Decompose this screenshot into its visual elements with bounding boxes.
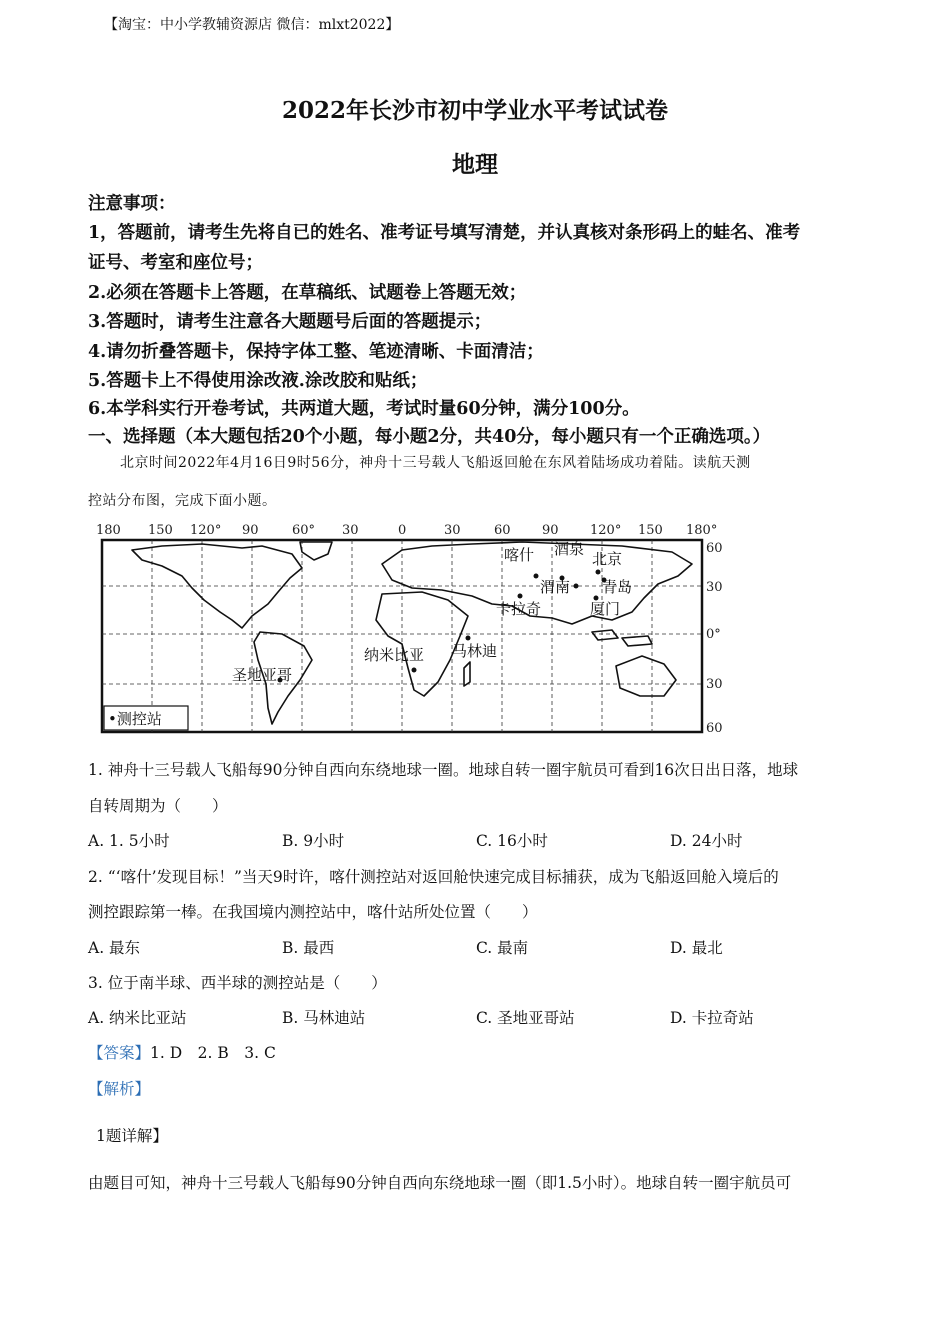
longitude-label: 60 bbox=[494, 523, 511, 538]
tracking-station-map bbox=[92, 520, 732, 738]
option-c: C. 16小时 bbox=[476, 832, 548, 850]
page-header: 【淘宝：中小学教辅资源店 微信：mlxt2022】 bbox=[104, 17, 400, 33]
station-marker bbox=[534, 574, 539, 579]
station-label: 纳米比亚 bbox=[364, 646, 425, 664]
notice-heading: 注意事项： bbox=[88, 194, 176, 214]
latitude-label: 60 bbox=[706, 541, 723, 556]
station-label: 青岛 bbox=[602, 578, 633, 596]
longitude-label: 30 bbox=[444, 523, 461, 538]
station-label: 酒泉 bbox=[554, 540, 585, 558]
longitude-label: 180 bbox=[96, 523, 121, 538]
notice-line: 证号、考室和座位号； bbox=[88, 253, 263, 273]
notice-line: 4.请勿折叠答题卡，保持字体工整、笔迹清晰、卡面清洁； bbox=[88, 342, 544, 362]
notice-line: 3.答题时，请考生注意各大题题号后面的答题提示； bbox=[88, 312, 492, 332]
station-marker bbox=[518, 594, 523, 599]
station-label: 圣地亚哥 bbox=[232, 666, 293, 684]
longitude-label: 90 bbox=[542, 523, 559, 538]
graticule bbox=[102, 540, 702, 732]
longitude-label: 90 bbox=[242, 523, 259, 538]
latitude-label: 30 bbox=[706, 580, 723, 595]
option-b: B. 最西 bbox=[282, 939, 335, 957]
station-marker bbox=[466, 636, 471, 641]
detail-title: 1题详解】 bbox=[96, 1127, 168, 1145]
station-label: 马林迪 bbox=[452, 642, 498, 660]
option-d: D. 最北 bbox=[670, 939, 723, 957]
section-heading: 一、选择题（本大题包括20个小题，每小题2分，共40分，每小题只有一个正确选项。） bbox=[88, 427, 771, 447]
longitude-label: 150 bbox=[638, 523, 663, 538]
station-marker bbox=[412, 668, 417, 673]
question-stem: 2. “‘喀什’发现目标！”当天9时许，喀什测控站对返回舱快速完成目标捕获，成为飞船返回舱入境后的 bbox=[88, 868, 779, 886]
longitude-label: 30 bbox=[342, 523, 359, 538]
question-stem: 自转周期为（ ） bbox=[88, 797, 228, 815]
exam-title: 2022年长沙市初中学业水平考试试卷 bbox=[281, 97, 668, 124]
answer-line bbox=[88, 1041, 276, 1063]
station-label: 喀什 bbox=[504, 546, 535, 564]
station-label: 北京 bbox=[592, 550, 623, 568]
latitude-label: 0° bbox=[706, 627, 721, 642]
longitude-label: 180° bbox=[686, 523, 718, 538]
notice-line: 1，答题前，请考生先将自已的姓名、准考证号填写清楚，并认真核对条形码上的蛙名、准考 bbox=[88, 223, 801, 243]
longitude-label: 120° bbox=[190, 523, 222, 538]
option-a: A. 1. 5小时 bbox=[88, 832, 170, 850]
longitude-label: 0 bbox=[398, 523, 407, 538]
station-label: 厦门 bbox=[590, 600, 621, 618]
analysis-label: 【解析】 bbox=[88, 1080, 151, 1098]
question-stem: 测控跟踪第一棒。在我国境内测控站中，喀什站所处位置（ ） bbox=[88, 903, 538, 921]
intro-line: 控站分布图，完成下面小题。 bbox=[88, 493, 277, 509]
option-b: B. 9小时 bbox=[282, 832, 345, 850]
notice-line: 5.答题卡上不得使用涂改液.涂改胶和贴纸； bbox=[88, 371, 428, 391]
option-c: C. 最南 bbox=[476, 939, 529, 957]
intro-line: 北京时间2022年4月16日9时56分，神舟十三号载人飞船返回舱在东风着陆场成功着陆。读航天测 bbox=[120, 455, 751, 471]
option-a: A. 最东 bbox=[88, 939, 141, 957]
longitude-label: 120° bbox=[590, 523, 622, 538]
continent-outlines bbox=[132, 542, 692, 724]
option-c: C. 圣地亚哥站 bbox=[476, 1009, 575, 1027]
longitude-label: 60° bbox=[292, 523, 316, 538]
notice-line: 2.必须在答题卡上答题，在草稿纸、试题卷上答题无效； bbox=[88, 283, 527, 303]
station-label: 渭南 bbox=[540, 578, 571, 596]
latitude-label: 60 bbox=[706, 721, 723, 736]
answer-label: 【答案】 bbox=[88, 1044, 151, 1062]
legend-label: •测控站 bbox=[108, 710, 162, 728]
exam-subject: 地理 bbox=[452, 151, 498, 178]
option-d: D. 卡拉奇站 bbox=[670, 1009, 754, 1027]
option-d: D. 24小时 bbox=[670, 832, 743, 850]
question-stem: 1. 神舟十三号载人飞船每90分钟自西向东绕地球一圈。地球自转一圈宇航员可看到16次日出日落，地球 bbox=[88, 761, 799, 779]
station-label: 卡拉奇 bbox=[496, 600, 542, 618]
station-marker bbox=[574, 584, 579, 589]
longitude-label: 150 bbox=[148, 523, 173, 538]
notice-line: 6.本学科实行开卷考试，共两道大题，考试时量60分钟，满分100分。 bbox=[88, 399, 640, 419]
option-b: B. 马林迪站 bbox=[282, 1009, 366, 1027]
question-stem: 3. 位于南半球、西半球的测控站是（ ） bbox=[88, 974, 387, 992]
station-marker bbox=[596, 570, 601, 575]
latitude-label: 30 bbox=[706, 677, 723, 692]
answer-text: 1. D 2. B 3. C bbox=[150, 1044, 276, 1062]
detail-text: 由题目可知，神舟十三号载人飞船每90分钟自西向东绕地球一圈（即1.5小时）。地球自转一圈宇航员可 bbox=[88, 1174, 792, 1192]
option-a: A. 纳米比亚站 bbox=[88, 1009, 187, 1027]
